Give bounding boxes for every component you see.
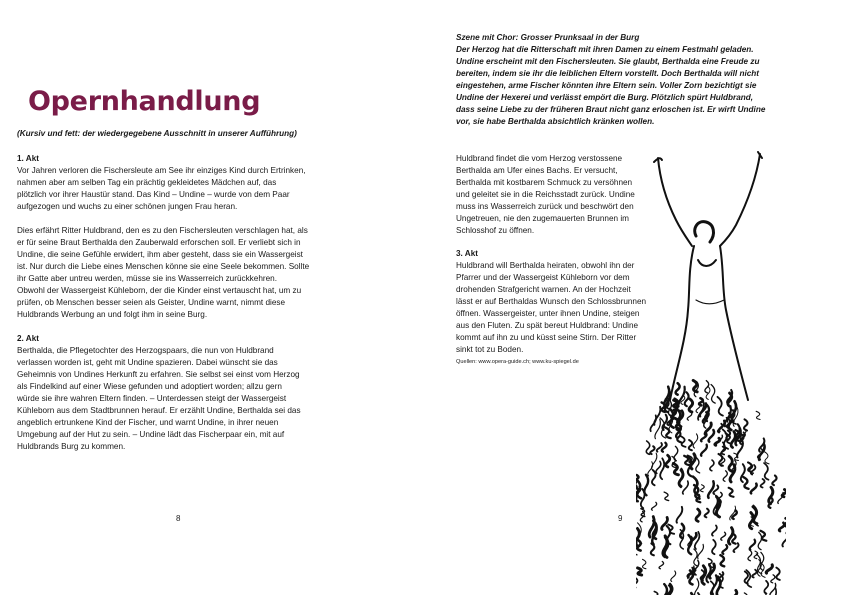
text-line: Der Herzog hat die Ritterschaft mit ihren Damen zu einem Festmahl geladen.	[456, 45, 754, 54]
scene-heading: Szene mit Chor: Grosser Prunksaal in der Burg	[456, 33, 640, 42]
text-line: lässt er auf Berthaldas Wunsch den Schlossbrunnen	[456, 297, 647, 306]
water-squiggle	[766, 565, 772, 573]
text-line: angeblich ertrunkene Kind der Fischer, und warnt Undine, in ihrer neuen	[17, 418, 279, 427]
water-squiggle	[674, 446, 678, 460]
text-line: ist. Nur durch die Liebe eines Menschen könne sie eine Seele bekommen. Sollte	[17, 262, 310, 271]
water-squiggle	[650, 415, 656, 431]
page-number: 8	[176, 514, 181, 523]
water-squiggle	[656, 461, 661, 473]
water-squiggle	[779, 523, 784, 531]
water-squiggle	[761, 479, 765, 487]
act2-section	[17, 333, 301, 453]
water-squiggle	[654, 591, 657, 595]
water-squiggle	[696, 509, 700, 521]
text-line: verlassen worden ist, geht mit Undine spazieren. Dabei wünscht sie das	[17, 358, 278, 367]
water-squiggle	[693, 380, 697, 391]
water-squiggle	[717, 397, 722, 416]
water-squiggle	[750, 540, 755, 550]
water-squiggle	[776, 568, 779, 580]
water-squiggle	[644, 475, 648, 496]
water-squiggle	[689, 399, 693, 412]
sources: Quellen: www.opera-guide.ch; www.ku-spiegel.de	[456, 359, 579, 365]
water-squiggle	[721, 532, 726, 540]
text-line: Dies erfährt Ritter Huldbrand, den es zu den Fischersleuten verschlagen hat, als	[17, 226, 308, 235]
continuation-section	[456, 153, 635, 237]
water-squiggle	[679, 470, 683, 486]
water-squiggle	[662, 517, 668, 529]
water-squiggle	[758, 532, 761, 549]
water-squiggle	[666, 455, 670, 467]
performance-note	[17, 128, 297, 140]
water-squiggle	[752, 570, 756, 578]
water-squiggle	[643, 559, 646, 568]
water-squiggle	[671, 571, 676, 581]
scene-section	[456, 32, 765, 128]
text-line: Berthalda, die Pflegetochter des Herzogspaars, die nun von Huldbrand	[17, 346, 274, 355]
water-squiggle	[676, 383, 680, 395]
text-line: bereiten, indem sie ihr die leiblichen Eltern vorstellt. Doch Berthalda will nicht	[456, 69, 760, 78]
text-line: Vor Jahren verloren die Fischersleute am See ihr einziges Kind durch Ertrinken,	[17, 166, 306, 175]
text-line: eingestehen, arme Fischer könnten ihre Eltern sein. Voller Zorn bezichtigt sie	[456, 81, 757, 90]
water-squiggle	[712, 540, 716, 554]
water-squiggle	[659, 561, 664, 568]
water-squiggle	[701, 445, 707, 456]
water-squiggle	[651, 502, 656, 510]
water-squiggle	[709, 430, 714, 442]
text-line: nahmen aber am selben Tag ein prächtig gekleidetes Mädchen auf, das	[17, 178, 277, 187]
water-squiggle	[689, 440, 692, 450]
text-line: Umgebung auf der Hut zu sein. – Undine lädt das Fischerpaar ein, mit auf	[17, 430, 285, 439]
water-squiggle	[705, 381, 709, 393]
text-line: vor, sie habe Berthalda absichtlich kränken wollen.	[456, 117, 655, 126]
water-squiggle	[685, 392, 689, 406]
water-squiggle	[720, 555, 724, 566]
text-line: Obwohl der Wassergeist Kühleborn, der die Kinder einst vertauscht hat, um zu	[17, 286, 302, 295]
text-line: dass seine Liebe zu der früheren Braut nicht ganz erloschen ist. Er wirft Undine	[456, 105, 766, 114]
water-squiggle	[770, 583, 776, 595]
water-squiggle	[764, 463, 768, 480]
water-squiggle	[673, 463, 678, 474]
page-title: Opernhandlung	[28, 86, 261, 117]
water-squiggle	[782, 533, 786, 547]
text-line: aufgezogen und wuchs zu einer schönen jungen Frau heran.	[17, 202, 238, 211]
water-squiggle	[673, 400, 676, 407]
water-squiggle	[677, 507, 683, 523]
water-squiggle	[708, 558, 713, 567]
text-line: aus den Fluten. Zu spät bereut Huldbrand: Undine	[456, 321, 639, 330]
text-line: Pfarrer und der Wassergeist Kühleborn vor dem	[456, 273, 630, 282]
water-squiggle	[722, 545, 727, 554]
water-squiggle	[712, 525, 717, 535]
act3-section	[456, 248, 646, 356]
water-squiggle	[710, 460, 714, 471]
page-number: 9	[618, 514, 623, 523]
text-line: Berthalda mit kostbarem Schmuck zu versöhnen	[456, 178, 633, 187]
water-squiggle	[687, 412, 692, 421]
text-line: Ungetreuen, nie den zugemauerten Brunnen im	[456, 214, 629, 223]
text-line: Huldbrand findet die vom Herzog verstossene	[456, 154, 623, 163]
water-squiggle	[665, 427, 671, 438]
text-line: Berthalda am Ufer eines Bachs. Er versucht,	[456, 166, 618, 175]
water-squiggle	[716, 435, 722, 444]
undine-illustration-icon	[636, 150, 786, 595]
water-squiggle	[708, 481, 714, 497]
text-line: ihr Gatte aber untreu werden, müsse sie ins Wasserreich zurückkehren.	[17, 274, 277, 283]
act2-heading: 2. Akt	[17, 334, 39, 343]
text-line: Geheimnis von Undines Herkunft zu erfahren. Sie selbst sei einst vom Herzog	[17, 370, 300, 379]
water-squiggle	[744, 419, 747, 430]
water-squiggle	[683, 481, 689, 494]
water-squiggle	[764, 581, 768, 594]
text-line: würde sie ihre wahren Eltern finden. – Unterdessen steigt der Wassergeist	[17, 394, 287, 403]
water-squiggle	[754, 551, 758, 559]
water-squiggle	[732, 590, 737, 595]
text-line: Undine erscheint mit den Fischersleuten. Sie glaubt, Berthalda eine Freude zu	[456, 57, 760, 66]
water-squiggle	[664, 492, 668, 500]
water-squiggle	[723, 471, 727, 482]
text-line: öffnen. Wassergeister, unter ihnen Undine, steigen	[456, 309, 640, 318]
water-squiggle	[699, 398, 703, 405]
note-text: (Kursiv und fett: der wiedergegebene Ausschnitt in unserer Aufführung)	[17, 129, 297, 138]
water-squiggle	[646, 441, 649, 454]
water-squiggle	[705, 509, 709, 518]
water-squiggle	[711, 385, 715, 404]
water-squiggle	[701, 485, 705, 492]
text-line: kommt auf ihn zu und küsst seine Stirn. Der Ritter	[456, 333, 637, 342]
water-squiggle	[731, 432, 735, 448]
water-squiggle	[771, 575, 775, 583]
text-line: er für seine Braut Berthalda den Zauberwald erforschen soll. Er verliebt sich in	[17, 238, 301, 247]
water-squiggle	[694, 549, 697, 566]
water-squiggle	[748, 550, 752, 561]
text-line: Undine der Hexerei und verlässt empört die Burg. Plötzlich spürt Huldbrand,	[456, 93, 754, 102]
water-squiggle	[693, 434, 698, 448]
act3-heading: 3. Akt	[456, 249, 478, 258]
right-page	[421, 0, 842, 595]
text-line: Kühleborn aus dem Stadtbrunnen herauf. Er erzählt Undine, Berthalda sei das	[17, 406, 301, 415]
text-line: und geleitet sie in die Reichsstadt zurück. Undine	[456, 190, 635, 199]
text-line: Huldbrand will Berthalda heiraten, obwohl ihn der	[456, 261, 635, 270]
text-line: als Findelkind auf einer Wiese gefunden und adoptiert worden; allzu gern	[17, 382, 282, 391]
water-squiggle	[638, 568, 642, 575]
water-squiggle	[675, 418, 680, 429]
text-line: prüfen, ob Menschen besser seien als Geister, Undine warnt, nimmt diese	[17, 298, 286, 307]
text-line: Undine, die seine Gefühle erwidert, ihm aber gesteht, dass sie ein Wassergeist	[17, 250, 303, 259]
act1-heading: 1. Akt	[17, 154, 39, 163]
water-squiggle	[772, 476, 776, 486]
water-squiggle	[729, 488, 734, 497]
water-squiggle	[698, 544, 704, 558]
text-line: Huldbrands Werbung an und folgt ihm in seine Burg.	[17, 310, 208, 319]
water-squiggle	[764, 451, 769, 463]
water-squiggle	[756, 411, 760, 419]
text-line: Huldbrands Burg zu kommen.	[17, 442, 126, 451]
water-squiggle	[741, 464, 745, 482]
water-squiggle	[636, 578, 637, 588]
water-squiggle	[743, 477, 748, 489]
water-squiggle	[650, 446, 654, 454]
text-line: drohenden Strafgericht warnen. An der Hochzeit	[456, 285, 631, 294]
text-line: sinkt tot zu Boden.	[456, 345, 524, 354]
water-squiggle	[663, 584, 667, 595]
text-line: Schlosshof zu öffnen.	[456, 226, 535, 235]
text-line: plötzlich vor ihrer Haustür stand. Das Kind – Undine – wurde von dem Paar	[17, 190, 290, 199]
water-squiggle	[652, 470, 656, 485]
act1-section	[17, 153, 309, 321]
water-squiggle	[751, 484, 757, 494]
text-line: muss ins Wasserreich zurück und beschwört den	[456, 202, 634, 211]
